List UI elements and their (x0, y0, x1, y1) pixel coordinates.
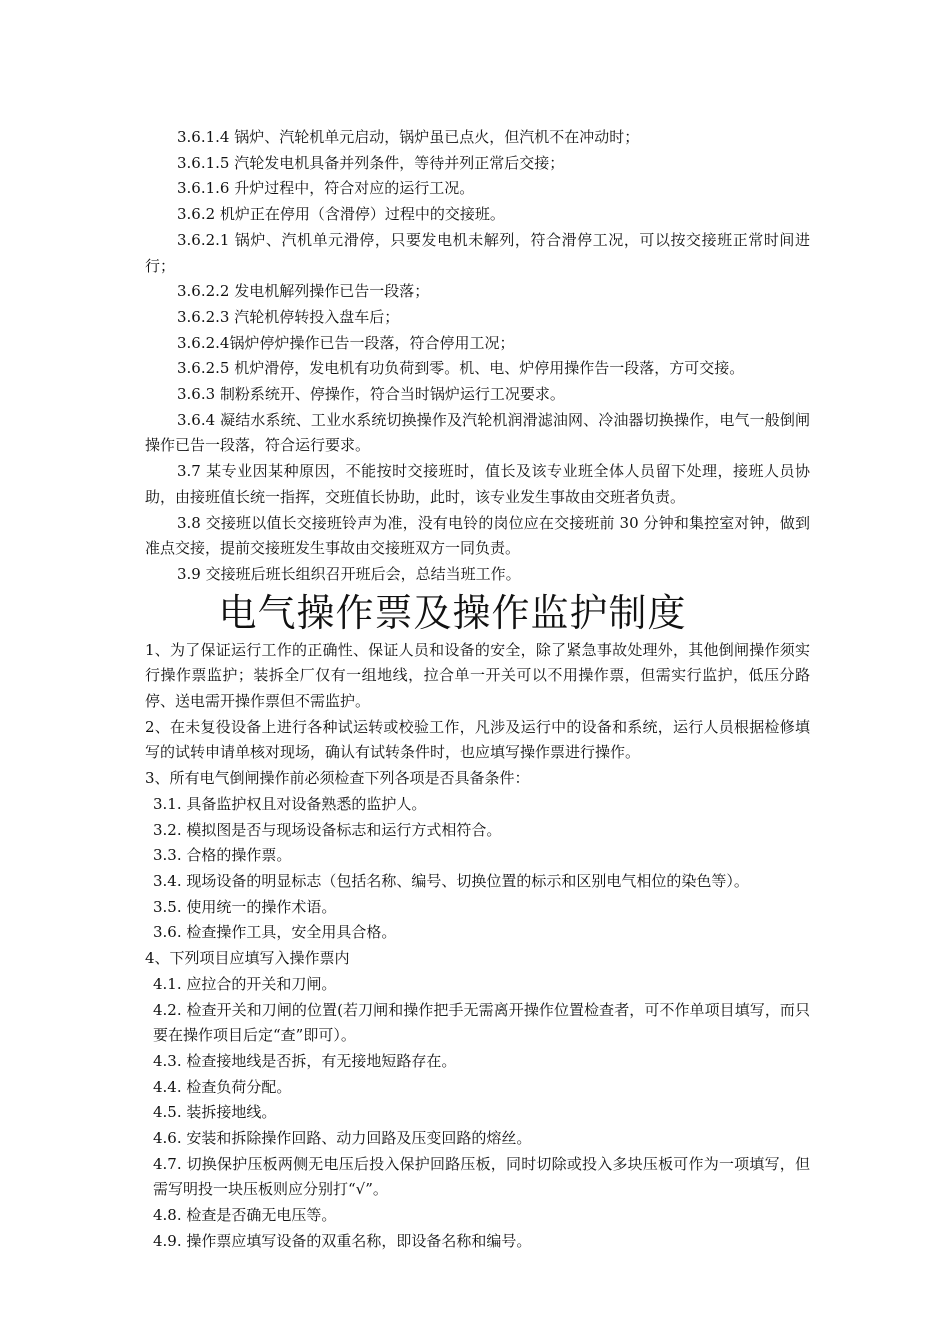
list-item: 4.7. 切换保护压板两侧无电压后投入保护回路压板，同时切除或投入多块压板可作为一项填写，但需写明投一块压板则应分别打“√”。 (153, 1154, 810, 1199)
list-item: 4.4. 检查负荷分配。 (153, 1077, 292, 1096)
section-3-list (145, 125, 810, 588)
document-body (145, 125, 810, 1255)
paragraph: 3.9 交接班后班长组织召开班后会，总结当班工作。 (177, 564, 521, 583)
paragraph: 3.8 交接班以值长交接班铃声为准，没有电铃的岗位应在交接班前 30 分钟和集控室对钟，做到准点交接，提前交接班发生事故由交接班双方一同负责。 (145, 513, 810, 558)
paragraph: 3.6.2.4锅炉停炉操作已告一段落，符合停用工况； (177, 333, 515, 352)
rule-1: 1、为了保证运行工作的正确性、保证人员和设备的安全，除了紧急事故处理外，其他倒闸操作须实行操作票监护；装拆全厂仅有一组地线，拉合单一开关可以不用操作票，但需实行监护，低压分路停、送电需开操作票但不需监护。 (145, 640, 810, 711)
list-item: 4.6. 安装和拆除操作回路、动力回路及压变回路的熔丝。 (153, 1129, 532, 1148)
rule-2: 2、在未复役设备上进行各种试运转或校验工作，凡涉及运行中的设备和系统，运行人员根据检修填写的试转申请单核对现场，确认有试转条件时，也应填写操作票进行操作。 (145, 717, 810, 762)
list-item: 3.5. 使用统一的操作术语。 (153, 897, 337, 916)
paragraph: 3.6.2.5 机炉滑停，发电机有功负荷到零。机、电、炉停用操作告一段落，方可交接。 (177, 359, 745, 378)
rule-4: 4、下列项目应填写入操作票内 (145, 949, 350, 968)
list-item: 3.2. 模拟图是否与现场设备标志和运行方式相符合。 (153, 820, 502, 839)
list-item: 4.5. 装拆接地线。 (153, 1103, 277, 1122)
paragraph: 3.6.2 机炉正在停用（含滑停）过程中的交接班。 (177, 205, 505, 224)
list-item: 3.3. 合格的操作票。 (153, 846, 292, 865)
paragraph: 3.7 某专业因某种原因，不能按时交接班时，值长及该专业班全体人员留下处理，接班人员协助，由接班值长统一指挥，交班值长协助，此时，该专业发生事故由交班者负责。 (145, 462, 810, 506)
list-item: 4.2. 检查开关和刀闸的位置(若刀闸和操作把手无需离开操作位置检查者，可不作单项目填写，而只要在操作项目后定“查”即可）。 (153, 1000, 810, 1045)
rules-section (145, 638, 810, 1255)
paragraph: 3.6.2.1 锅炉、汽机单元滑停，只要发电机未解列，符合滑停工况，可以按交接班正常时间进行； (145, 230, 810, 275)
document-title: 电气操作票及操作监护制度 (218, 590, 687, 635)
paragraph: 3.6.1.4 锅炉、汽轮机单元启动，锅炉虽已点火，但汽机不在冲动时； (177, 128, 640, 146)
paragraph: 3.6.2.2 发电机解列操作已告一段落； (177, 282, 430, 301)
list-item: 4.1. 应拉合的开关和刀闸。 (153, 974, 337, 993)
list-item: 3.4. 现场设备的明显标志（包括名称、编号、切换位置的标示和区别电气相位的染色等）。 (153, 871, 749, 890)
list-item: 3.6. 检查操作工具，安全用具合格。 (153, 923, 397, 942)
list-item: 4.9. 操作票应填写设备的双重名称，即设备名称和编号。 (153, 1231, 532, 1250)
list-item: 4.8. 检查是否确无电压等。 (153, 1206, 337, 1225)
rule-3: 3、所有电气倒闸操作前必须检查下列各项是否具备条件： (145, 769, 530, 788)
list-item: 3.1. 具备监护权且对设备熟悉的监护人。 (153, 794, 427, 813)
paragraph: 3.6.1.6 升炉过程中，符合对应的运行工况。 (177, 179, 475, 198)
list-item: 4.3. 检查接地线是否拆，有无接地短路存在。 (153, 1051, 457, 1070)
paragraph: 3.6.4 凝结水系统、工业水系统切换操作及汽轮机润滑滤油网、冷油器切换操作，电气一般倒闸操作已告一段落，符合运行要求。 (145, 410, 810, 455)
paragraph: 3.6.3 制粉系统开、停操作，符合当时锅炉运行工况要求。 (177, 385, 565, 404)
paragraph: 3.6.2.3 汽轮机停转投入盘车后； (177, 307, 400, 326)
paragraph: 3.6.1.5 汽轮发电机具备并列条件，等待并列正常后交接； (177, 153, 565, 172)
